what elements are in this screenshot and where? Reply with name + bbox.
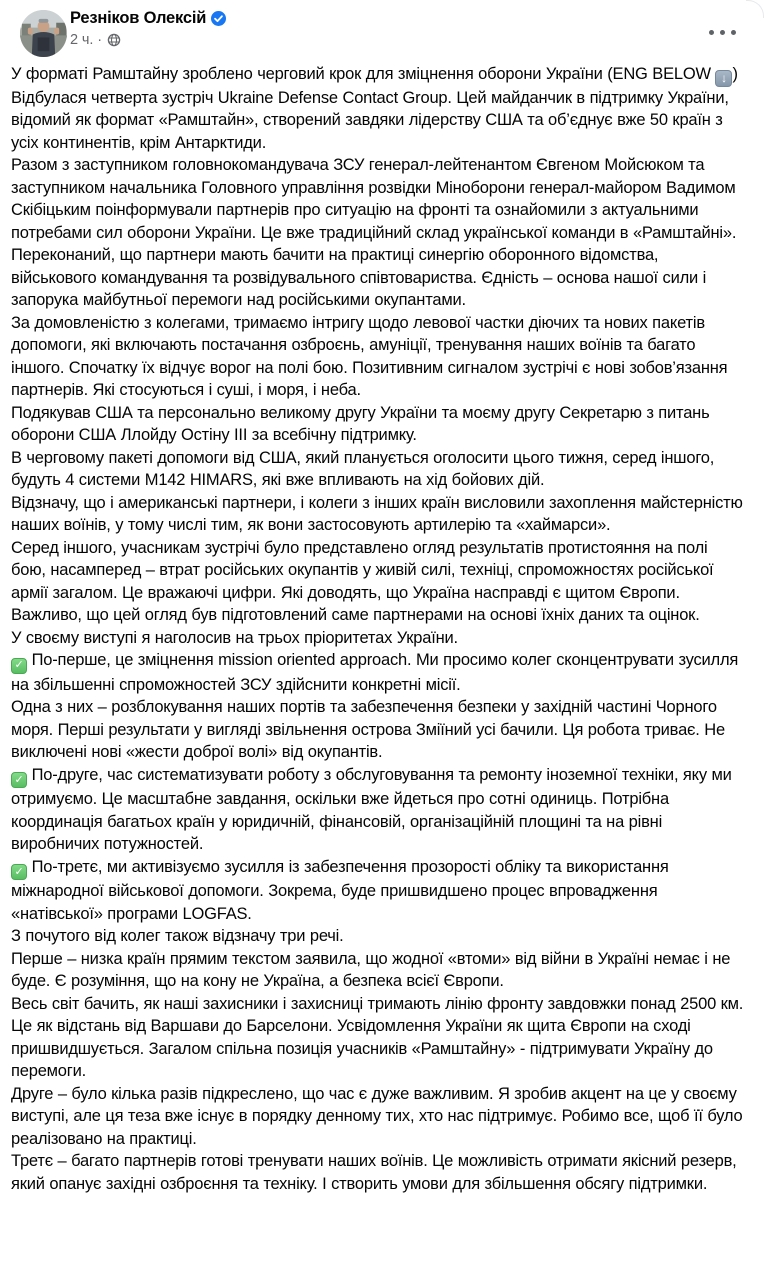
check-emoji-icon: ✓	[11, 864, 27, 880]
post-paragraph: ✓ По-третє, ми активізуємо зусилля із забезпечення прозорості обліку та використання міжнародної військової допомоги. Зокрема, буде пришвидшено процес впровадження «натівської» програми LOGFAS.	[11, 857, 669, 923]
header-info	[70, 9, 226, 48]
post-paragraph: У форматі Рамштайну зроблено черговий крок для зміцнення оборони України (ENG BELOW ↓ )	[11, 65, 738, 85]
avatar-photo	[20, 10, 67, 57]
ellipsis-icon	[731, 30, 736, 35]
post-paragraph: З почутого від колег також відзначу три речі.	[11, 927, 344, 945]
post-paragraph: Подякував США та персонально великому другу України та моєму другу Секретарю з питань оборони США Ллойду Остіну III за всебічну підтримку.	[11, 403, 710, 444]
post-text	[0, 58, 764, 1195]
author-name[interactable]: Резніков Олексій	[70, 9, 207, 27]
post-paragraph: Переконаний, що партнери мають бачити на практиці синергію оборонного відомства, військового командування та розвідувального співтовариства. Єдність – основа нашої сили і запорука майбутньої перемоги над російськими окупантами.	[11, 246, 707, 309]
post-paragraph: ✓ По-друге, час систематизувати роботу з обслуговування та ремонту іноземної техніки, яку ми отримуємо. Це масштабне завдання, оскільки вже йдеться про сотні одиниць. Потрібна координація багатьох країн у юридичній, фінансовій, організаційній площині та на рівні виробничих потужностей.	[11, 765, 732, 853]
post-paragraph: Одна з них – розблокування наших портів та забезпечення безпеки у західній частині Чорного моря. Перші результати у вигляді звільнення острова Зміїний усі бачили. Ця робота триває. Не виключені нові «жести доброї волі» від окупантів.	[11, 698, 725, 761]
post-paragraph: Відзначу, що і американські партнери, і колеги з інших країн висловили захоплення майстерністю наших воїнів, у тому числі тим, як вони застосовують артилерію та «хаймарси».	[11, 493, 743, 534]
post-paragraph: За домовленістю з колегами, тримаємо інтригу щодо левової частки діючих та нових пакетів допомоги, які включають постачання озброєнь, амуніції, тренування наших воїнів та багато іншого. Спочатку їх відчує ворог на полі бою. Позитивним сигналом зустрічі є нові зобов’язання партнерів. Які стосуються і суші, і моря, і неба.	[11, 313, 728, 399]
post-paragraph: ✓ По-перше, це зміцнення mission oriented approach. Ми просимо колег сконцентрувати зусилля на збільшенні спроможностей ЗСУ здійснити конкретні місії.	[11, 651, 739, 694]
post-header	[0, 0, 764, 58]
check-emoji-icon: ✓	[11, 658, 27, 674]
author-row	[70, 9, 226, 28]
post-paragraph: Весь світ бачить, як наші захисники і захисниці тримають лінію фронту завдовжки понад 2500 км. Це як відстань від Варшави до Барселони. Усвідомлення України як щита Європи на сході пришвидшується. Загалом спільна позиція учасників «Рамштайну» - підтримувати Україну до перемоги.	[11, 994, 744, 1080]
down-arrow-emoji-icon: ↓	[715, 70, 732, 87]
verified-badge-icon	[211, 11, 226, 26]
post-paragraph: В черговому пакеті допомоги від США, який планується оголосити цього тижня, серед іншого, будуть 4 системи M142 HIMARS, які вже впливають на хід бойових дій.	[11, 448, 715, 489]
post-meta	[70, 32, 226, 48]
ellipsis-icon	[720, 30, 725, 35]
post-menu-button[interactable]	[707, 24, 738, 41]
meta-separator: ·	[97, 32, 103, 48]
post-paragraph: Відбулася четверта зустріч Ukraine Defense Contact Group. Цей майданчик в підтримку України, відомий як формат «Рамштайн», створений завдяки лідерству США та об’єднує вже 50 країн з усіх континентів, крім Антарктиди.	[11, 88, 729, 152]
globe-icon	[107, 33, 121, 47]
check-emoji-icon: ✓	[11, 772, 27, 788]
post-paragraph: Серед іншого, учасникам зустрічі було представлено огляд результатів протистояння на полі бою, насамперед – втрат російських окупантів у живій силі, техніці, спроможностях російської армії загалом. Це вражаючі цифри. Які доводять, що Україна насправді є щитом Європи. Важливо, що цей огляд був підготовлений саме партнерами на основі їхніх даних та оцінок.	[11, 538, 714, 624]
post-paragraph: У своєму виступі я наголосив на трьох пріоритетах України.	[11, 628, 458, 647]
timestamp[interactable]: 2 ч.	[70, 32, 94, 48]
avatar[interactable]	[20, 10, 67, 57]
post-paragraph: Разом з заступником головнокомандувача ЗСУ генерал-лейтенантом Євгеном Мойсюком та заступником начальника Головного управління розвідки Міноборони генерал-майором Вадимом Скібіцьким поінформували партнерів про ситуацію на фронті та ознайомили з актуальними потребами сил оборони України. Це вже традиційний склад української команди в «Рамштайні».	[11, 156, 737, 242]
ellipsis-icon	[709, 30, 714, 35]
post-paragraph: Перше – низка країн прямим текстом заявила, що жодної «втоми» від війни в Україні немає і не буде. Є розуміння, що на кону не Україна, а безпека всієї Європи.	[11, 949, 731, 990]
post-paragraph: Третє – багато партнерів готові тренувати наших воїнів. Це можливість отримати якісний резерв, який опанує західні озброєння та техніку. І створить умови для збільшення обсягу підтримки.	[11, 1152, 737, 1193]
post-paragraph: Друге – було кілька разів підкреслено, що час є дуже важливим. Я зробив акцент на це у своєму виступі, але ця теза вже існує в порядку денному тих, хто нас підтримує. Робимо все, щоб її було реалізовано на практиці.	[11, 1084, 743, 1148]
